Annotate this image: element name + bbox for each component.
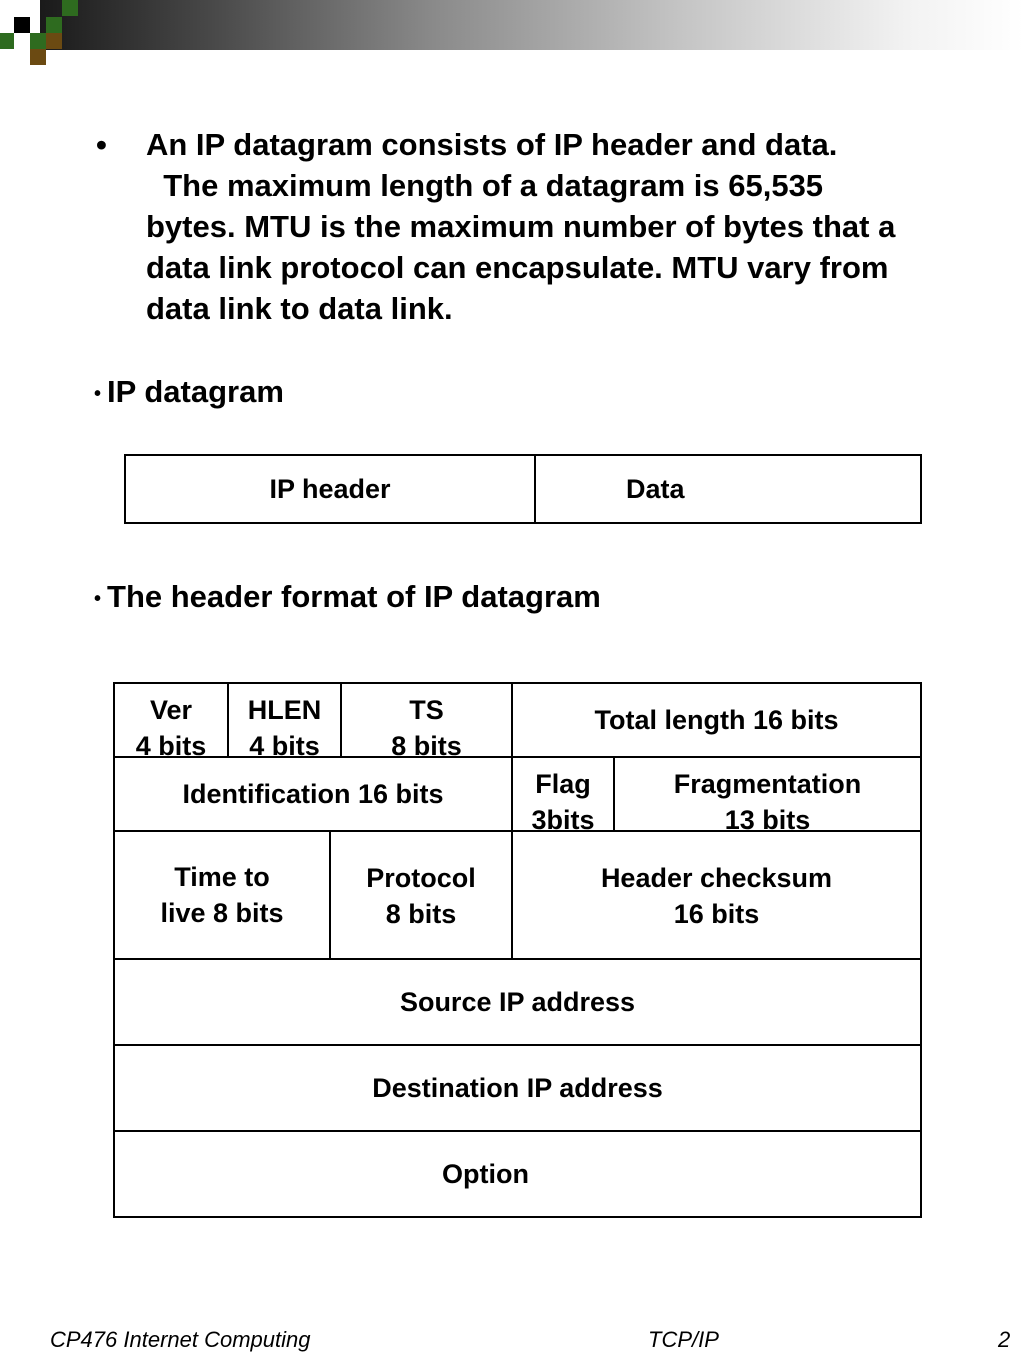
field-label: Option — [442, 1159, 529, 1189]
destination-ip-field — [113, 1044, 922, 1132]
field-label: Source IP address — [399, 987, 636, 1017]
hlen-field — [227, 682, 342, 761]
footer-topic: TCP/IP — [648, 1327, 719, 1352]
field-label: Destination IP address — [372, 1073, 663, 1103]
data-cell — [534, 454, 922, 524]
logo-square-brown — [30, 49, 46, 65]
logo-square-black — [14, 17, 30, 33]
field-name: Time to — [174, 862, 270, 892]
field-name: Protocol — [366, 863, 476, 893]
logo-square-green — [62, 0, 78, 16]
paragraph-line: The maximum length of a datagram is 65,535 — [146, 168, 824, 203]
field-name: TS — [409, 695, 444, 725]
field-name: Flag — [535, 769, 591, 799]
logo-square-brown — [46, 33, 62, 49]
source-ip-field — [113, 958, 922, 1046]
datagram-diagram — [124, 454, 922, 524]
protocol-field — [329, 830, 513, 960]
field-size: 4 bits — [249, 731, 320, 761]
field-name: Fragmentation — [673, 769, 862, 799]
ip-header-label: IP header — [269, 474, 391, 504]
logo-square-green — [30, 33, 46, 49]
total-length-field — [511, 682, 922, 758]
field-name: Header checksum — [600, 863, 833, 893]
field-name: Ver — [149, 695, 193, 725]
paragraph-line: data link protocol can encapsulate. MTU vary from — [146, 250, 889, 285]
flag-field — [511, 756, 615, 835]
gradient-bar — [40, 0, 1024, 50]
ttl-field — [113, 830, 331, 960]
header-format-diagram — [113, 682, 922, 1218]
section-title-text: IP datagram — [107, 374, 284, 409]
field-label: Total length 16 bits — [594, 705, 839, 735]
intro-paragraph — [146, 124, 1006, 329]
field-size: 3bits — [531, 805, 595, 835]
ver-field — [113, 682, 229, 761]
field-label: Identification 16 bits — [182, 779, 444, 809]
ip-header-cell — [124, 454, 536, 524]
field-size: 13 bits — [724, 805, 811, 835]
footer-course: CP476 Internet Computing — [50, 1327, 311, 1352]
logo-square-green — [46, 17, 62, 33]
section-title-datagram — [94, 374, 284, 412]
paragraph-line: bytes. MTU is the maximum number of bytes that a — [146, 209, 896, 244]
identification-field — [113, 756, 513, 832]
option-field — [113, 1130, 922, 1218]
section-bullet: • — [94, 382, 102, 405]
page-number: 2 — [998, 1327, 1011, 1352]
field-size: live 8 bits — [160, 898, 284, 928]
paragraph-line: An IP datagram consists of IP header and data. — [146, 127, 838, 162]
section-bullet: • — [94, 587, 102, 610]
paragraph-line: data link to data link. — [146, 291, 453, 326]
title-bar-decoration — [0, 0, 1024, 70]
paragraph-bullet: • — [96, 127, 107, 162]
data-label: Data — [626, 474, 685, 504]
section-title-text: The header format of IP datagram — [107, 579, 601, 614]
field-size: 8 bits — [391, 731, 462, 761]
field-size: 16 bits — [673, 899, 760, 929]
field-size: 8 bits — [385, 899, 457, 929]
header-checksum-field — [511, 830, 922, 960]
fragmentation-field — [613, 756, 922, 835]
logo-square-green — [0, 33, 14, 49]
ts-field — [340, 682, 513, 761]
section-title-header-format — [94, 579, 601, 617]
field-name: HLEN — [247, 695, 322, 725]
field-size: 4 bits — [135, 731, 207, 761]
